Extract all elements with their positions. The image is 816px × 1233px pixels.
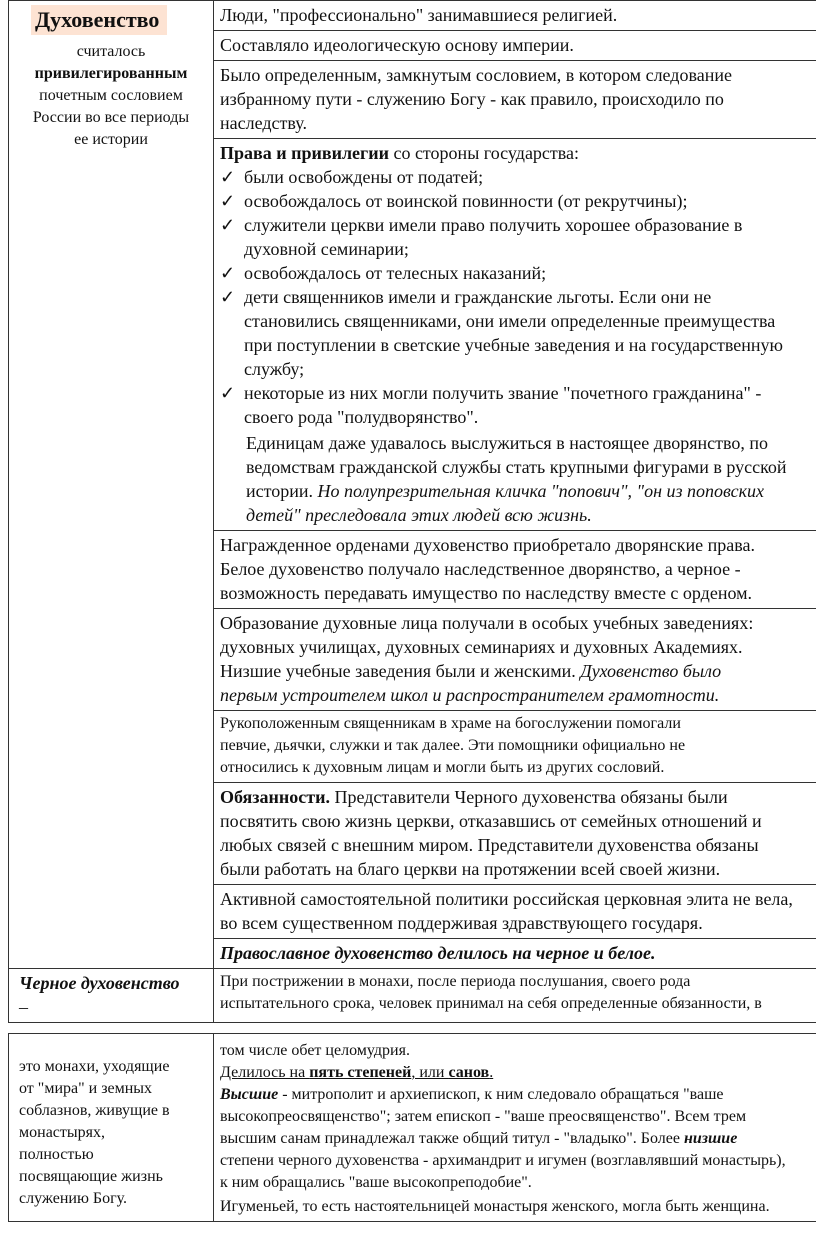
row-closed-estate: Было определенным, замкнутым сословием, в котором следование избранному пути - служению Богу - как правило, происходило по наследству.	[214, 61, 816, 139]
row-education: Образование духовные лица получали в особых учебных заведениях: духовных училищах, духовных семинариях и духовных Академиях. Низшие учебные заведения были и женскими. Духовенство было первым устроителем школ и распространителем грамотности.	[214, 609, 816, 711]
row-helpers: Рукоположенным священникам в храме на богослужении помогали певчие, дьячки, служки и так далее. Эти помощники официально не относились к духовным лицам и могли быть из других сословий.	[214, 711, 816, 783]
checkmark-icon: ✓	[220, 191, 236, 211]
ranks-cell: том числе обет целомудрия. Делилось на пять степеней, или санов. Высшие - митрополит и архиепископ, к ним следовало обращаться "ваше высокопреосвященство"; затем епископ - "ваше преосвященство". Всем трем высшим санам принадлежал также общий титул - "владыко". Более низшие степени черного духовенства - архимандрит и игумен (возглавлявший монастырь), к ним обращались "ваше высокопреподобие". Игуменьей, то есть настоятельницей монастыря женского, могла быть женщина.	[214, 1034, 816, 1222]
left-description: считалось привилегированным почетным сословием России во все периоды ее истории	[32, 43, 190, 148]
checkmark-icon: ✓	[220, 167, 236, 187]
continuation-table	[8, 1033, 816, 1222]
extra-paragraph: Единицам даже удавалось выслужиться в настоящее дворянство, по ведомствам гражданской службы стать крупными фигурами в русской истории. Но полупрезрительная кличка "попович", "он из поповских детей" преследовала этих людей всю жизнь.	[246, 433, 787, 525]
row-policy: Активной самостоятельной политики российская церковная элита не вела, во всем существенном поддерживая здравствующего государя.	[214, 885, 816, 939]
left-column	[9, 1, 214, 969]
checkmark-icon: ✓	[220, 287, 236, 307]
checkmark-icon: ✓	[220, 215, 236, 235]
row-tonsure: При пострижении в монахи, после периода послушания, своего рода испытательного срока, человек принимал на себя определенные обязанности, в	[214, 969, 816, 1023]
main-table	[8, 0, 816, 1023]
black-clergy-title-cell: Черное духовенство –	[9, 969, 214, 1023]
checkmark-icon: ✓	[220, 383, 236, 403]
row-duties: Обязанности. Представители Черного духовенства обязаны были посвятить свою жизнь церкви, отказавшись от семейных отношений и любых связей с внешним миром. Представители духовенства обязаны были работать на благо церкви на протяжении всей своей жизни.	[214, 783, 816, 885]
row-awarded: Награжденное орденами духовенство приобретало дворянские права. Белое духовенство получало наследственное дворянство, а черное - возможность передавать имущество по наследству вместе с орденом.	[214, 531, 816, 609]
black-clergy-description: это монахи, уходящие от "мира" и земных соблазнов, живущие в монастырях, полностью посвящающие жизнь служению Богу.	[9, 1034, 214, 1222]
row-rights: Права и привилегии со стороны государства: ✓ были освобождены от податей; ✓ освобождалось от воинской повинности (от рекрутчины); ✓ служители церкви имели право получить хорошее образование в духовной семинарии; ✓ освобождалось от телесных наказаний; ✓ дети священников имели и гражданские льготы. Если они не становились священниками, они имели определенные преимущества при поступлении в светские учебные заведения и на государственную службу; ✓ некоторые из них могли получить звание "почетного гражданина" - своего рода "полудворянство". Единицам даже удавалось выслужиться в настоящее дворянство, по ведомствам гражданской службы стать крупными фигурами в русской истории. Но полупрезрительная кличка "попович", "он из поповских детей" преследовала этих людей всю жизнь.	[214, 139, 816, 531]
checkmark-icon: ✓	[220, 263, 236, 283]
list-item: ✓ освобождалось от телесных наказаний;	[220, 263, 547, 283]
section-title: Духовенство	[31, 5, 167, 35]
list-item: ✓ освобождалось от воинской повинности (от рекрутчины);	[220, 191, 688, 211]
list-item: ✓ служители церкви имели право получить хорошее образование в духовной семинарии;	[220, 215, 743, 259]
row-ideology: Составляло идеологическую основу империи.	[214, 31, 816, 61]
row-division: Православное духовенство делилось на черное и белое.	[214, 939, 816, 969]
list-item: ✓ некоторые из них могли получить звание "почетного гражданина" - своего рода "полудворянство".	[220, 383, 762, 427]
row-people: Люди, "профессионально" занимавшиеся религией.	[214, 1, 816, 31]
list-item: ✓ дети священников имели и гражданские льготы. Если они не становились священниками, они имели определенные преимущества при поступлении в светские учебные заведения и на государственную службу;	[220, 287, 783, 379]
list-item: ✓ были освобождены от податей;	[220, 167, 484, 187]
